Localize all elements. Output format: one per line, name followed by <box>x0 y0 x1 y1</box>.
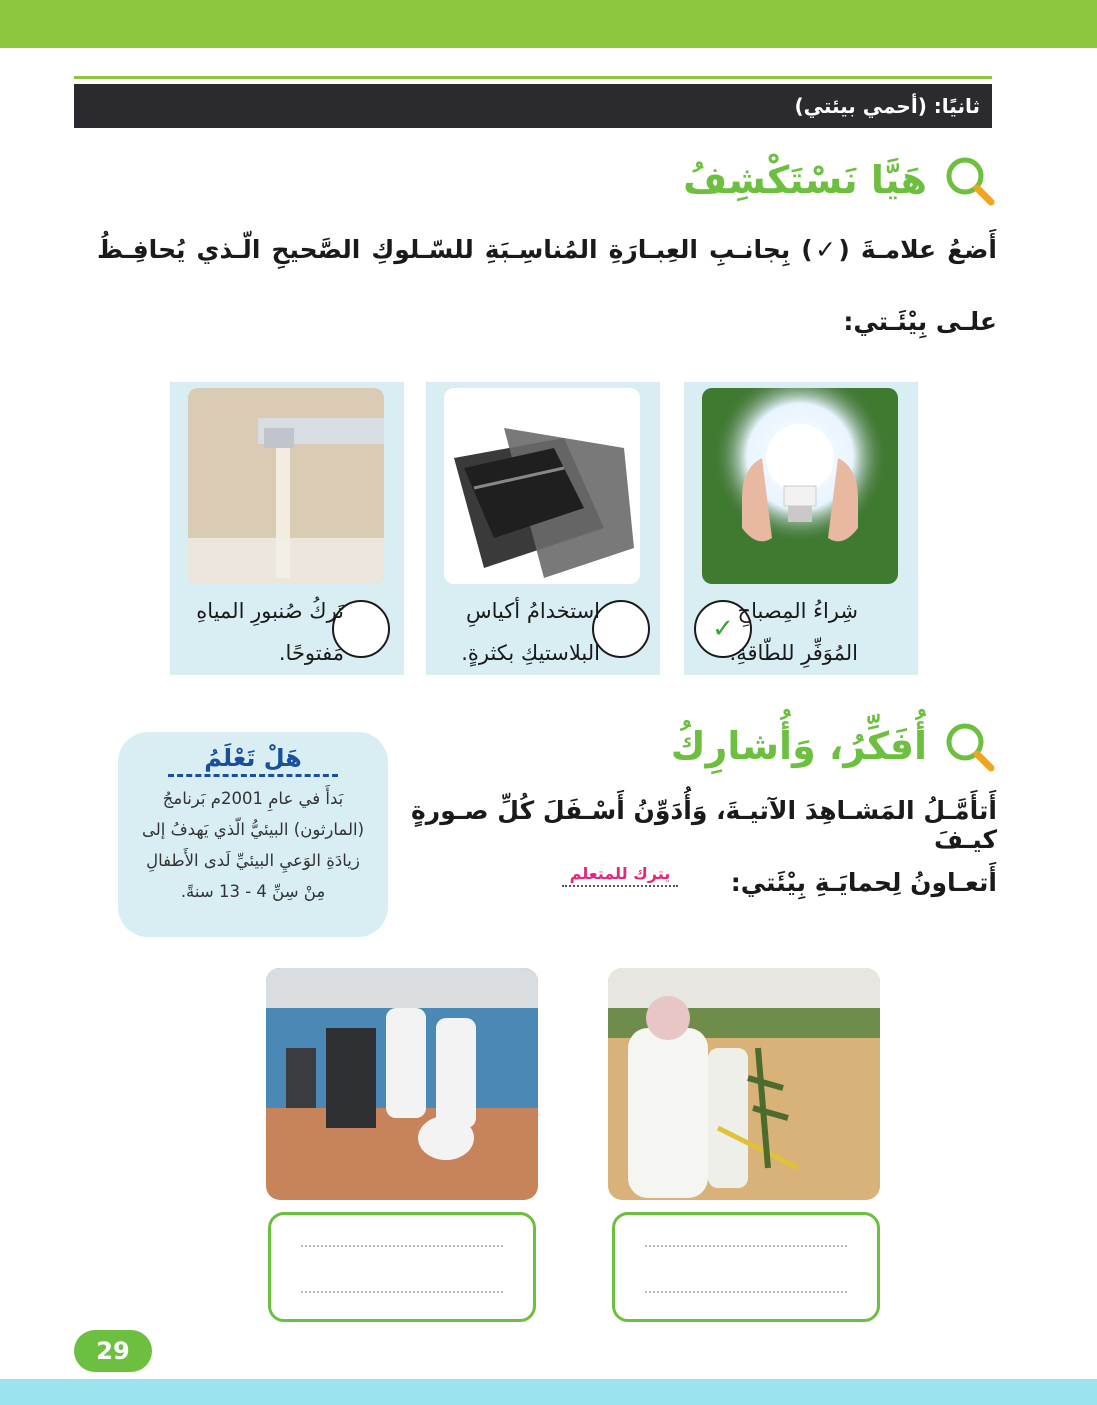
faucet-photo <box>188 388 384 584</box>
option-card-faucet <box>170 382 404 675</box>
bottom-color-band <box>0 1379 1097 1405</box>
option-label-plastic: استخدامُ أكياسِ البلاستيكِ بكثرةٍ. <box>461 599 600 665</box>
answer-line <box>301 1245 503 1247</box>
magnifier-icon <box>941 152 997 208</box>
section-title-bar <box>74 84 992 128</box>
activity2-question-line1: أَتأَمَّـلُ المَشـاهِدَ الآتيـةَ، وَأُدَوِّنُ أَسْـفَلَ كُلِّ صـورةٍ كيـفَ <box>411 796 997 854</box>
page-number: 29 <box>74 1330 152 1372</box>
section-title: ثانيًا: (أحمي بيئتي) <box>794 94 980 118</box>
explore-heading <box>683 152 997 208</box>
section-rule <box>74 76 992 79</box>
answer-box-right[interactable] <box>612 1212 880 1322</box>
check-icon: ✓ <box>712 614 734 644</box>
did-you-know-box <box>118 732 388 937</box>
scene-photo-desert <box>608 968 880 1200</box>
scene-photo-beach <box>266 968 538 1200</box>
answer-line <box>645 1245 847 1247</box>
answer-box-left[interactable] <box>268 1212 536 1322</box>
magnifier-icon <box>941 718 997 774</box>
answer-note: يترك للمتعلم <box>562 864 678 887</box>
plastic-bags-photo <box>444 388 640 584</box>
activity2-question-line2: أَتعـاونُ لِحمايَـةِ بِيْئَتي: <box>730 868 997 897</box>
option-label-bulb: شِراءُ المِصباحِ المُوَفِّرِ للطّاقةِ. <box>729 599 858 665</box>
bulb-photo <box>702 388 898 584</box>
option-label-faucet: تَركُ صُنبورِ المياهِ مَفتوحًا. <box>196 599 344 665</box>
activity1-instruction: أَضعُ علامـةَ (✓) بِجانـبِ العِبـارَةِ المُناسِـبَةِ للسّـلوكِ الصَّحيحِ الّـذي يُحافِـظُ علـى بِيْئَـتي: <box>97 235 997 336</box>
title-underline <box>168 774 338 777</box>
answer-line <box>301 1291 503 1293</box>
option-card-bulb <box>684 382 918 675</box>
did-you-know-text: بَدأَ في عامِ 2001م بَرنامجُ (المارثون) البيئيُّ الّذي يَهدفُ إلى زيادَةِ الوَعيِ البيئيِّ لَدى الأَطفالِ مِنْ سِنِّ 4 - 13 سنةً. <box>141 789 365 901</box>
answer-line <box>645 1291 847 1293</box>
think-share-heading <box>671 718 997 774</box>
explore-heading-text: هَيَّا نَسْتَكْشِفُ <box>683 158 927 202</box>
option-card-plastic <box>426 382 660 675</box>
did-you-know-title: هَلْ تَعْلَمُ <box>204 744 302 772</box>
think-share-heading-text: أُفَكِّرُ، وَأُشارِكُ <box>670 724 927 768</box>
option-checkbox-plastic[interactable] <box>592 600 650 658</box>
top-color-band <box>0 0 1097 48</box>
